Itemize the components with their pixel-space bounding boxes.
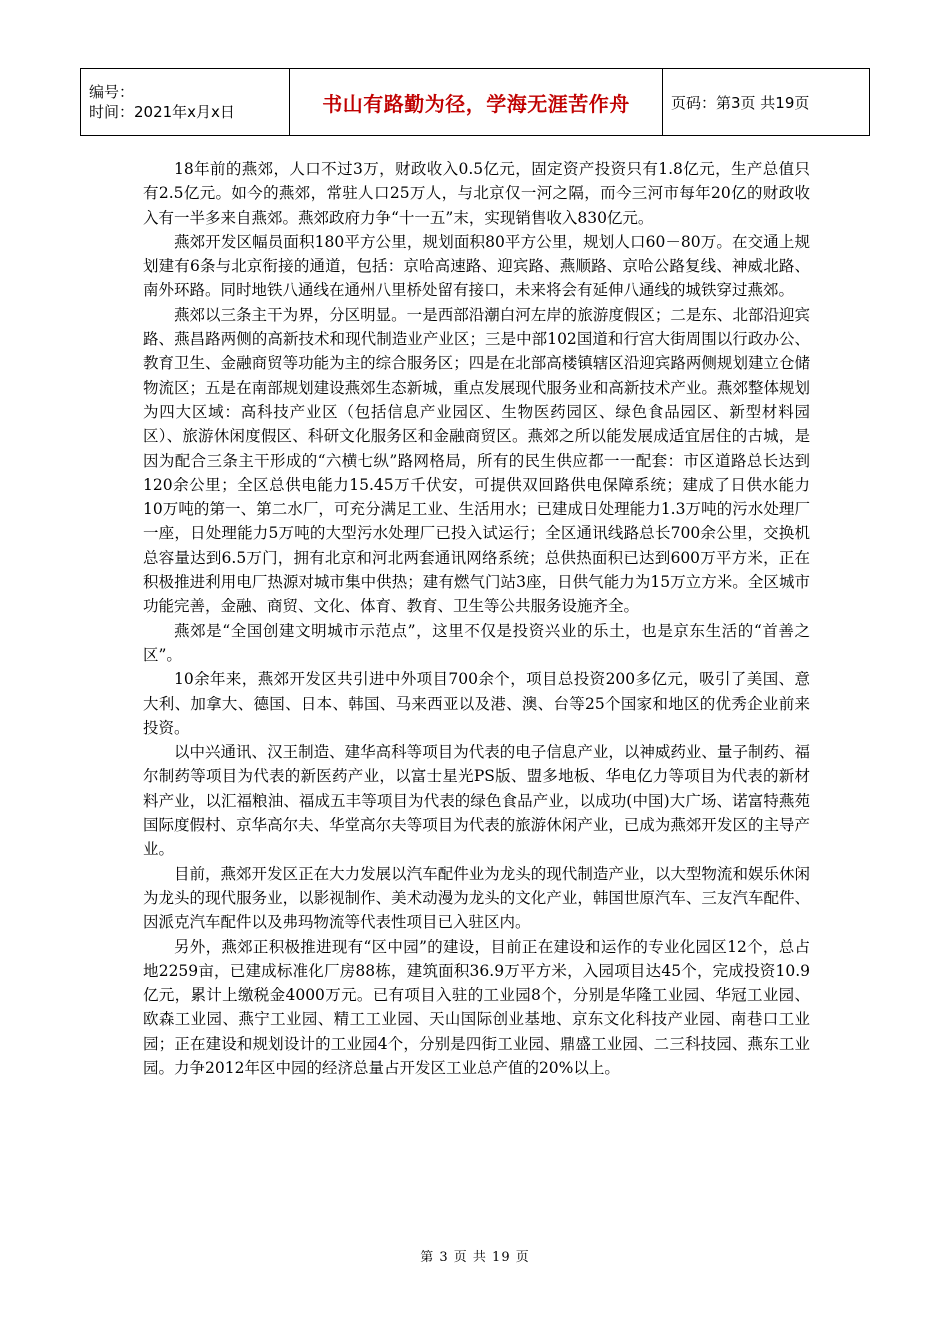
paragraph: 目前，燕郊开发区正在大力发展以汽车配件业为龙头的现代制造产业，以大型物流和娱乐休闲为龙头的现代服务业，以影视制作、美术动漫为龙头的文化产业，韩国世原汽车、三友汽车配件、因派克汽车配件以及弗玛物流等代表性项目已入驻区内。 <box>143 864 810 932</box>
document-date-label: 时间：2021年x月x日 <box>89 103 235 121</box>
header-page-info: 页码：第3页 共19页 <box>663 69 870 136</box>
paragraph: 另外，燕郊正积极推进现有“区中园”的建设，目前正在建设和运作的专业化园区12个，总占地2259亩，已建成标准化厂房88栋，建筑面积36.9万平方米，入园项目达45个，完成投资10.9亿元，累计上缴税金4000万元。已有项目入驻的工业园8个，分别是华隆工业园、华冠工业园、欧森工业园、燕宁工业园、精工工业园、天山国际创业基地、京东文化科技产业园、南巷口工业园；正在建设和规划设计的工业园4个，分别是四街工业园、鼎盛工业园、二三科技园、燕东工业园。力争2012年区中园的经济总量占开发区工业总产值的20%以上。 <box>143 937 810 1077</box>
header-motto: 书山有路勤为径，学海无涯苦作舟 <box>290 69 663 136</box>
paragraph: 以中兴通讯、汉王制造、建华高科等项目为代表的电子信息产业，以神威药业、量子制药、福尔制药等项目为代表的新医药产业，以富士星光PS版、盟多地板、华电亿力等项目为代表的新材料产业，以汇福粮油、福成五丰等项目为代表的绿色食品产业，以成功(中国)大广场、诺富特燕苑国际度假村、京华高尔夫、华堂高尔夫等项目为代表的旅游休闲产业，已成为燕郊开发区的主导产业。 <box>143 743 810 859</box>
paragraph: 燕郊开发区幅员面积180平方公里，规划面积80平方公里，规划人口60－80万。在交通上规划建有6条与北京衔接的通道，包括：京哈高速路、迎宾路、燕顺路、京哈公路复线、神威北路、南外环路。同时地铁八通线在通州八里桥处留有接口，未来将会有延伸八通线的城铁穿过燕郊。 <box>143 232 810 300</box>
paragraph: 燕郊以三条主干为界，分区明显。一是西部沿潮白河左岸的旅游度假区；二是东、北部沿迎宾路、燕昌路两侧的高新技术和现代制造业产业区；三是中部102国道和行宫大街周围以行政办公、教育卫生、金融商贸等功能为主的综合服务区；四是在北部高楼镇辖区沿迎宾路两侧规划建立仓储物流区；五是在南部规划建设燕郊生态新城，重点发展现代服务业和高新技术产业。燕郊整体规划为四大区域：高科技产业区（包括信息产业园区、生物医药园区、绿色食品园区、新型材料园区）、旅游休闲度假区、科研文化服务区和金融商贸区。燕郊之所以能发展成适宜居住的古城，是因为配合三条主干形成的“六横七纵”路网格局，所有的民生供应都一一配套：市区道路总长达到120余公里；全区总供电能力15.45万千伏安，可提供双回路供电保障系统；建成了日供水能力10万吨的第一、第二水厂，可充分满足工业、生活用水；已建成日处理能力1.3万吨的污水处理厂一座，日处理能力5万吨的大型污水处理厂已投入试运行；全区通讯线路总长700余公里，交换机总容量达到6.5万门，拥有北京和河北两套通讯网络系统；总供热面积已达到600万平方米，正在积极推进利用电厂热源对城市集中供热；建有燃气门站3座，日供气能力为15万立方米。全区城市功能完善，金融、商贸、文化、体育、教育、卫生等公共服务设施齐全。 <box>143 305 810 616</box>
paragraph: 10余年来，燕郊开发区共引进中外项目700余个，项目总投资200多亿元，吸引了美国、意大利、加拿大、德国、日本、韩国、马来西亚以及港、澳、台等25个国家和地区的优秀企业前来投资。 <box>143 670 810 737</box>
document-body <box>143 157 810 1080</box>
paragraph: 18年前的燕郊，人口不过3万，财政收入0.5亿元，固定资产投资只有1.8亿元，生产总值只有2.5亿元。如今的燕郊，常驻人口25万人，与北京仅一河之隔，而今三河市每年20亿的财政收入有一半多来自燕郊。燕郊政府力争“十一五”末，实现销售收入830亿元。 <box>143 160 810 227</box>
document-number-label: 编号： <box>89 83 135 101</box>
paragraph: 燕郊是“全国创建文明城市示范点”，这里不仅是投资兴业的乐土，也是京东生活的“首善之区”。 <box>143 621 810 664</box>
page-footer: 第 3 页 共 19 页 <box>420 1250 530 1265</box>
document-header <box>80 68 870 136</box>
header-meta-cell <box>81 69 290 136</box>
